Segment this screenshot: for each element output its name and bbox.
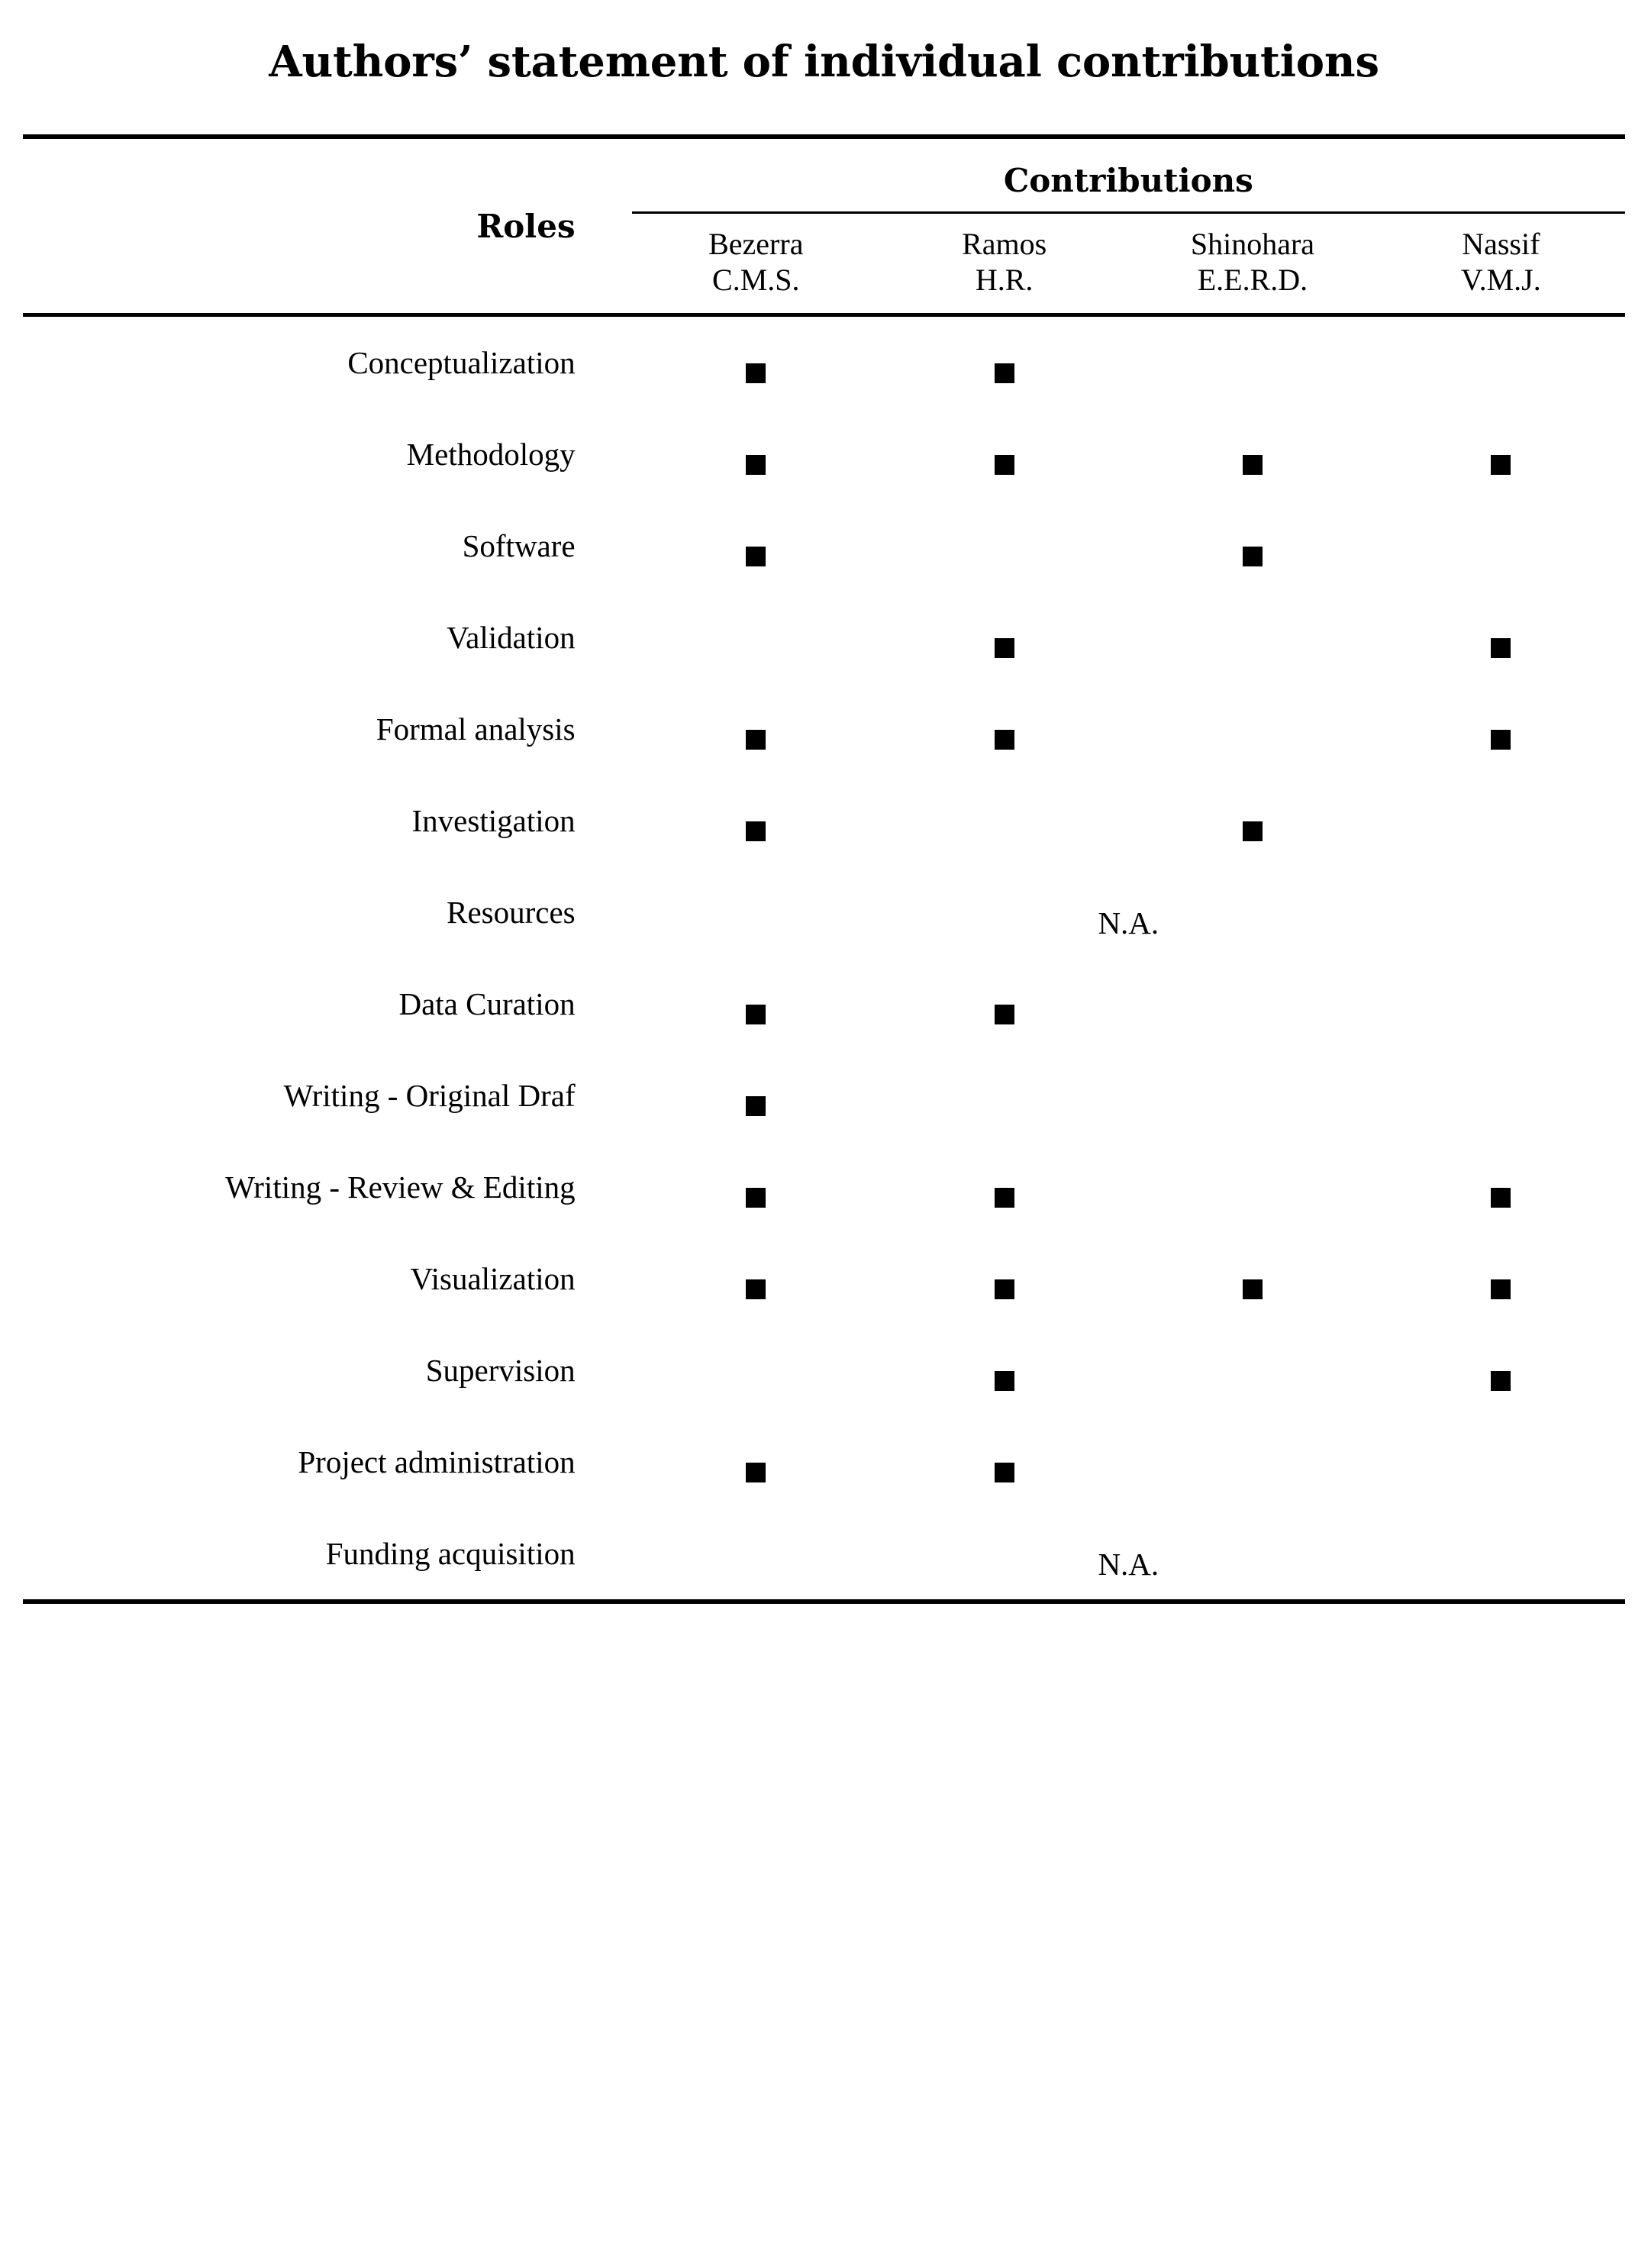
author-initials: V.M.J.: [1460, 263, 1541, 298]
role-label: Visualization: [410, 1261, 576, 1297]
author-header-3: [1377, 214, 1625, 313]
author-surname: Nassif: [1462, 227, 1540, 261]
author-header-1: [880, 214, 1128, 313]
table-row: [23, 592, 1625, 683]
filled-square-icon: [995, 455, 1014, 475]
contribution-empty-cell: [1128, 1141, 1376, 1233]
table-row: [23, 1324, 1625, 1416]
author-surname: Bezerra: [708, 227, 804, 261]
filled-square-icon: [746, 1463, 766, 1482]
contribution-mark-cell: [632, 408, 880, 500]
not-applicable-cell: [632, 1508, 1625, 1599]
contribution-mark-cell: [880, 408, 1128, 500]
filled-square-icon: [995, 1188, 1014, 1208]
filled-square-icon: [746, 363, 766, 383]
page-title: Authors’ statement of individual contributions: [269, 37, 1379, 87]
table-row: [23, 408, 1625, 500]
filled-square-icon: [746, 730, 766, 750]
filled-square-icon: [995, 638, 1014, 658]
contribution-mark-cell: [632, 1141, 880, 1233]
filled-square-icon: [746, 1096, 766, 1116]
contribution-mark-cell: [632, 958, 880, 1050]
contribution-mark-cell: [880, 958, 1128, 1050]
na-label: N.A.: [1098, 905, 1159, 941]
table-head: [23, 139, 1625, 317]
role-label: Formal analysis: [376, 711, 576, 747]
header-row-contributions: [23, 139, 1625, 211]
table-body: [23, 317, 1625, 1599]
table-row: [23, 500, 1625, 592]
contribution-mark-cell: [1377, 1233, 1625, 1324]
table-bottom-rule: [23, 1599, 1625, 1604]
contribution-empty-cell: [1377, 1416, 1625, 1508]
author-initials: E.E.R.D.: [1197, 263, 1308, 298]
contribution-mark-cell: [880, 317, 1128, 408]
table-row: [23, 1141, 1625, 1233]
contribution-mark-cell: [1377, 1324, 1625, 1416]
contribution-empty-cell: [1377, 775, 1625, 866]
filled-square-icon: [746, 1279, 766, 1299]
contribution-mark-cell: [632, 683, 880, 775]
filled-square-icon: [1491, 730, 1511, 750]
role-label: Writing - Review & Editing: [225, 1169, 576, 1205]
filled-square-icon: [995, 363, 1014, 383]
contribution-mark-cell: [880, 1141, 1128, 1233]
contribution-mark-cell: [632, 1233, 880, 1324]
contribution-mark-cell: [1377, 1141, 1625, 1233]
contribution-mark-cell: [880, 1416, 1128, 1508]
contribution-mark-cell: [880, 1233, 1128, 1324]
role-label: Validation: [447, 620, 576, 656]
contribution-empty-cell: [1128, 592, 1376, 683]
author-header-2: [1128, 214, 1376, 313]
filled-square-icon: [746, 821, 766, 841]
contributions-table: [23, 139, 1625, 1599]
contribution-mark-cell: [1377, 683, 1625, 775]
contribution-mark-cell: [1377, 408, 1625, 500]
contribution-empty-cell: [1377, 1050, 1625, 1141]
table-row: [23, 958, 1625, 1050]
filled-square-icon: [995, 730, 1014, 750]
contribution-empty-cell: [880, 775, 1128, 866]
filled-square-icon: [995, 1005, 1014, 1024]
contribution-mark-cell: [880, 1324, 1128, 1416]
filled-square-icon: [746, 1005, 766, 1024]
contributions-header: Contributions: [1003, 162, 1253, 199]
role-label: Methodology: [406, 437, 576, 473]
na-label: N.A.: [1098, 1547, 1159, 1582]
filled-square-icon: [995, 1279, 1014, 1299]
contribution-empty-cell: [632, 592, 880, 683]
author-initials: H.R.: [975, 263, 1034, 298]
contribution-empty-cell: [1128, 317, 1376, 408]
contribution-empty-cell: [1128, 958, 1376, 1050]
role-label: Writing - Original Draf: [283, 1078, 576, 1114]
document-page: [0, 37, 1648, 2268]
role-label: Resources: [447, 895, 576, 931]
contribution-mark-cell: [632, 775, 880, 866]
filled-square-icon: [1243, 455, 1263, 475]
table-row: [23, 775, 1625, 866]
contribution-empty-cell: [1128, 1416, 1376, 1508]
contribution-mark-cell: [632, 1050, 880, 1141]
table-row: [23, 317, 1625, 408]
table-row: [23, 866, 1625, 958]
contribution-mark-cell: [880, 683, 1128, 775]
contribution-mark-cell: [632, 317, 880, 408]
contribution-empty-cell: [1128, 1324, 1376, 1416]
role-label: Software: [462, 528, 576, 564]
contribution-mark-cell: [1377, 592, 1625, 683]
author-surname: Shinohara: [1190, 227, 1315, 261]
filled-square-icon: [746, 547, 766, 566]
role-label: Data Curation: [398, 986, 576, 1022]
contribution-mark-cell: [1128, 775, 1376, 866]
contribution-mark-cell: [1128, 408, 1376, 500]
role-label: Investigation: [411, 803, 576, 839]
filled-square-icon: [1243, 821, 1263, 841]
filled-square-icon: [1243, 547, 1263, 566]
not-applicable-cell: [632, 866, 1625, 958]
filled-square-icon: [1491, 1279, 1511, 1299]
contribution-empty-cell: [632, 1324, 880, 1416]
filled-square-icon: [746, 455, 766, 475]
contribution-empty-cell: [880, 1050, 1128, 1141]
table-row: [23, 683, 1625, 775]
filled-square-icon: [1491, 1188, 1511, 1208]
contribution-empty-cell: [880, 500, 1128, 592]
table-row: [23, 1050, 1625, 1141]
contribution-empty-cell: [1377, 958, 1625, 1050]
contribution-empty-cell: [1128, 683, 1376, 775]
contribution-mark-cell: [1128, 1233, 1376, 1324]
author-surname: Ramos: [962, 227, 1047, 261]
role-label: Supervision: [425, 1353, 576, 1389]
table-row: [23, 1508, 1625, 1599]
role-label: Project administration: [298, 1444, 576, 1480]
author-initials: C.M.S.: [712, 263, 800, 298]
roles-header: Roles: [476, 207, 576, 245]
filled-square-icon: [1491, 455, 1511, 475]
contribution-mark-cell: [632, 500, 880, 592]
author-header-0: [632, 214, 880, 313]
filled-square-icon: [995, 1371, 1014, 1391]
filled-square-icon: [1243, 1279, 1263, 1299]
contribution-empty-cell: [1377, 317, 1625, 408]
contribution-mark-cell: [880, 592, 1128, 683]
contribution-empty-cell: [1377, 500, 1625, 592]
contribution-mark-cell: [632, 1416, 880, 1508]
table-row: [23, 1416, 1625, 1508]
filled-square-icon: [995, 1463, 1014, 1482]
filled-square-icon: [1491, 638, 1511, 658]
filled-square-icon: [746, 1188, 766, 1208]
role-label: Conceptualization: [347, 345, 576, 381]
filled-square-icon: [1491, 1371, 1511, 1391]
table-row: [23, 1233, 1625, 1324]
role-label: Funding acquisition: [325, 1536, 576, 1572]
contribution-mark-cell: [1128, 500, 1376, 592]
contribution-empty-cell: [1128, 1050, 1376, 1141]
